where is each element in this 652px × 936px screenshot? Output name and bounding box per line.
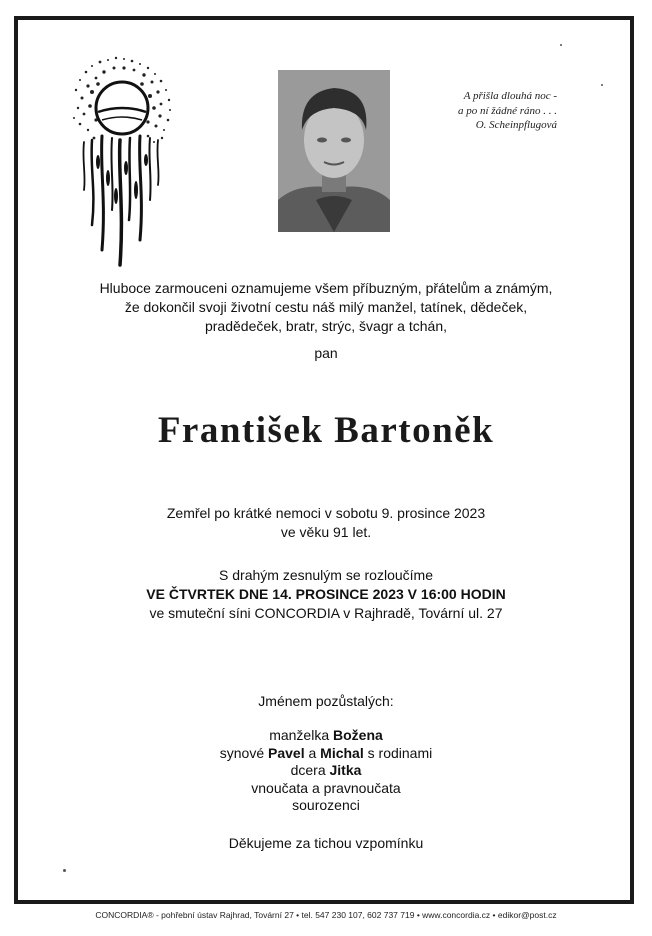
motto-line-2: a po ní žádné ráno . . . <box>458 104 557 117</box>
funeral-home-footer: CONCORDIA® - pohřební ústav Rajhrad, Tovární 27 • tel. 547 230 107, 602 737 719 • www.concordia.cz • edikor@post.cz <box>95 910 557 920</box>
announcement-line-2: že dokončil svoji životní cestu náš milý manžel, tatínek, dědeček, <box>124 299 528 315</box>
survivors-list <box>30 727 622 815</box>
scan-speck <box>560 44 562 46</box>
sons-prefix: synové <box>219 744 265 761</box>
wife-prefix: manželka <box>269 727 330 743</box>
thanks-line: Děkujeme za tichou vzpomínku <box>228 835 424 851</box>
death-info <box>30 504 622 542</box>
deceased-portrait-photo <box>278 70 390 232</box>
survivor-wife <box>30 727 622 745</box>
salutation: pan <box>314 345 338 361</box>
funeral-location: ve smuteční síni CONCORDIA v Rajhradě, Tovární ul. 27 <box>149 605 503 621</box>
motto-author: O. Scheinpflugová <box>475 119 557 131</box>
scan-speck <box>601 84 603 86</box>
age-line: ve věku 91 let. <box>280 524 372 540</box>
funeral-intro-line: S drahým zesnulým se rozloučíme <box>219 567 433 583</box>
funeral-info <box>30 566 622 623</box>
son-name-2: Michal <box>320 744 364 761</box>
announcement-text <box>30 279 622 336</box>
survivor-sons <box>30 745 622 763</box>
sons-conjunction: a <box>308 744 317 761</box>
son-name-1: Pavel <box>268 744 305 761</box>
wife-name: Božena <box>333 727 383 743</box>
survivor-daughter <box>30 762 622 780</box>
motto-quote <box>400 89 557 133</box>
moon-reed-ornament <box>62 50 180 270</box>
sons-suffix: s rodinami <box>367 744 433 761</box>
motto-line-1: A přišla dlouhá noc - <box>463 90 557 102</box>
scan-speck <box>63 869 66 872</box>
funeral-date-time: VE ČTVRTEK DNE 14. PROSINCE 2023 V 16:00 HODIN <box>146 586 506 602</box>
announcement-line-3: pradědeček, bratr, strýc, švagr a tchán, <box>204 318 447 334</box>
survivor-siblings: sourozenci <box>292 797 360 813</box>
daughter-prefix: dcera <box>290 762 326 778</box>
survivors-heading: Jménem pozůstalých: <box>258 693 394 709</box>
daughter-name: Jitka <box>329 762 362 778</box>
announcement-line-1: Hluboce zarmouceni oznamujeme všem příbuzným, přátelům a známým, <box>99 280 553 296</box>
deceased-name: František Bartoněk <box>157 410 495 451</box>
death-date-line: Zemřel po krátké nemoci v sobotu 9. prosince 2023 <box>166 505 486 521</box>
survivor-grandchildren: vnoučata a pravnoučata <box>251 779 401 796</box>
